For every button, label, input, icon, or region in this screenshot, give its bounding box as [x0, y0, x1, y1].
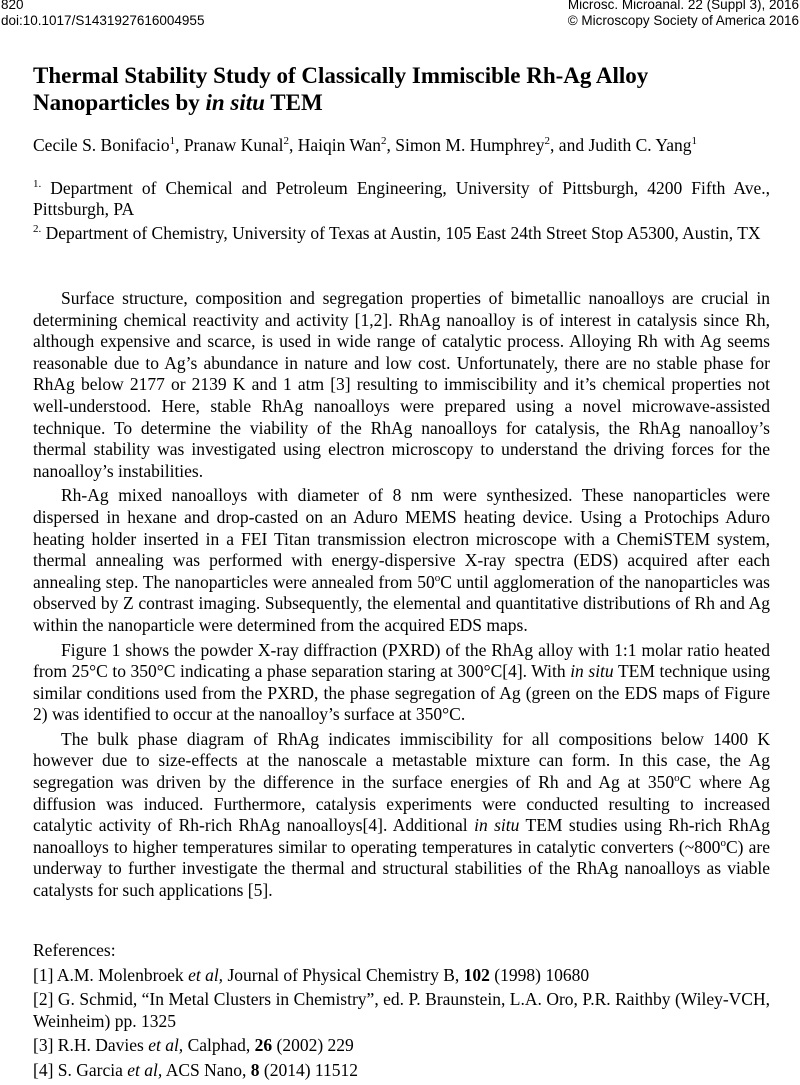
- reference-item: [2] G. Schmid, “In Metal Clusters in Chemistry”, ed. P. Braunstein, L.A. Oro, P.R. Raithby (Wiley-VCH, Weinheim) pp. 1325: [33, 989, 770, 1031]
- paragraph: Rh-Ag mixed nanoalloys with diameter of 8 nm were synthesized. These nanoparticles were dispersed in hexane and drop-casted on an Aduro MEMS heating device. Using a Protochips Aduro heating holder inserted in a FEI Titan transmission electron microscope with a ChemiSTEM system, thermal annealing was performed with energy-dispersive X-ray spectra (EDS) acquired after each annealing step. The nanoparticles were annealed from 50$^o$C until agglomeration of the nanoparticles was observed by Z contrast imaging. Subsequently, the elemental and quantitative distributions of Rh and Ag within the nanoparticle were determined from the acquired EDS maps.: [33, 485, 770, 635]
- copyright: © Microscopy Society of America 2016: [567, 13, 799, 28]
- paragraph: Figure 1 shows the powder X-ray diffraction (PXRD) of the RhAg alloy with 1:1 molar ratio heated from 25°C to 350°C indicating a phase separation staring at 300°C[4]. With in situ TEM technique using similar conditions used from the PXRD, the phase segregation of Ag (green on the EDS maps of Figure 2) was identified to occur at the nanoalloy’s surface at 350°C.: [33, 639, 770, 725]
- reference-item: [3] R.H. Davies et al, Calphad, 26 (2002) 229: [33, 1035, 354, 1056]
- affiliations: [33, 178, 770, 247]
- author: Haiqin Wan: [297, 135, 382, 155]
- reference-item: [4] S. Garcia et al, ACS Nano, 8 (2014) 11512: [33, 1059, 359, 1080]
- doi: doi:10.1017/S1431927616004955: [1, 13, 205, 28]
- affiliation: $^{1.}$ Department of Chemical and Petroleum Engineering, University of Pittsburgh, 4200 Fifth Ave., Pittsburgh, PA: [33, 178, 770, 219]
- paragraph: The bulk phase diagram of RhAg indicates immiscibility for all compositions below 1400 K however due to size-effects at the nanoscale a metastable mixture can form. In this case, the Ag segregation was driven by the difference in the surface energies of Rh and Ag at 350$^o$C where Ag diffusion was induced. Furthermore, catalysis experiments were conducted resulting to increased catalytic activity of Rh-rich RhAg nanoalloys[4]. Additional in situ TEM studies using Rh-rich RhAg nanoalloys to higher temperatures similar to operating temperatures in catalytic converters (~800$^o$C) are underway to further investigate the thermal and structural stabilities of the RhAg nanoalloys as viable catalysts for such applications [5].: [33, 728, 770, 901]
- page-number: 820: [1, 0, 24, 12]
- page-header-left: [1, 0, 204, 29]
- references: [33, 940, 770, 1085]
- journal-citation: Microsc. Microanal. 22 (Suppl 3), 2016: [567, 0, 799, 12]
- author: Cecile S. Bonifacio: [33, 135, 170, 155]
- author: Pranaw Kunal: [183, 135, 284, 155]
- references-heading: References:: [33, 940, 116, 960]
- paragraph: Surface structure, composition and segregation properties of bimetallic nanoalloys are crucial in determining chemical reactivity and activity [1,2]. RhAg nanoalloy is of interest in catalysis since Rh, although expensive and scarce, is used in wide range of catalytic process. Alloying Rh with Ag seems reasonable due to Ag’s abundance in nature and low cost. Unfortunately, there are no stable phase for RhAg below 2177 or 2139 K and 1 atm [3] resulting to immiscibility and it’s chemical properties not well-understood. Here, stable RhAg nanoalloys were prepared using a novel microwave-assisted technique. To determine the viability of the RhAg nanoalloys for catalysis, the RhAg nanoalloy’s thermal stability was investigated using electron microscopy to understand the driving forces for the nanoalloy’s instabilities.: [33, 288, 770, 481]
- author-list: Cecile S. Bonifacio$^1$, Pranaw Kunal$^2$, Haiqin Wan$^2$, Simon M. Humphrey$^2$, and Judith C. Yang$^1$: [33, 135, 698, 155]
- affiliation: $^{2.}$ Department of Chemistry, University of Texas at Austin, 105 East 24th Street Stop A5300, Austin, TX: [33, 223, 761, 243]
- paper-title: Thermal Stability Study of Classically Immiscible Rh-Ag Alloy Nanoparticles by in situ TEM: [33, 63, 649, 115]
- reference-item: [1] A.M. Molenbroek et al, Journal of Physical Chemistry B, 102 (1998) 10680: [33, 964, 590, 985]
- page-header-right: [568, 0, 799, 29]
- author: Simon M. Humphrey: [395, 135, 545, 155]
- author: Judith C. Yang: [588, 135, 692, 155]
- abstract-body: [33, 288, 770, 905]
